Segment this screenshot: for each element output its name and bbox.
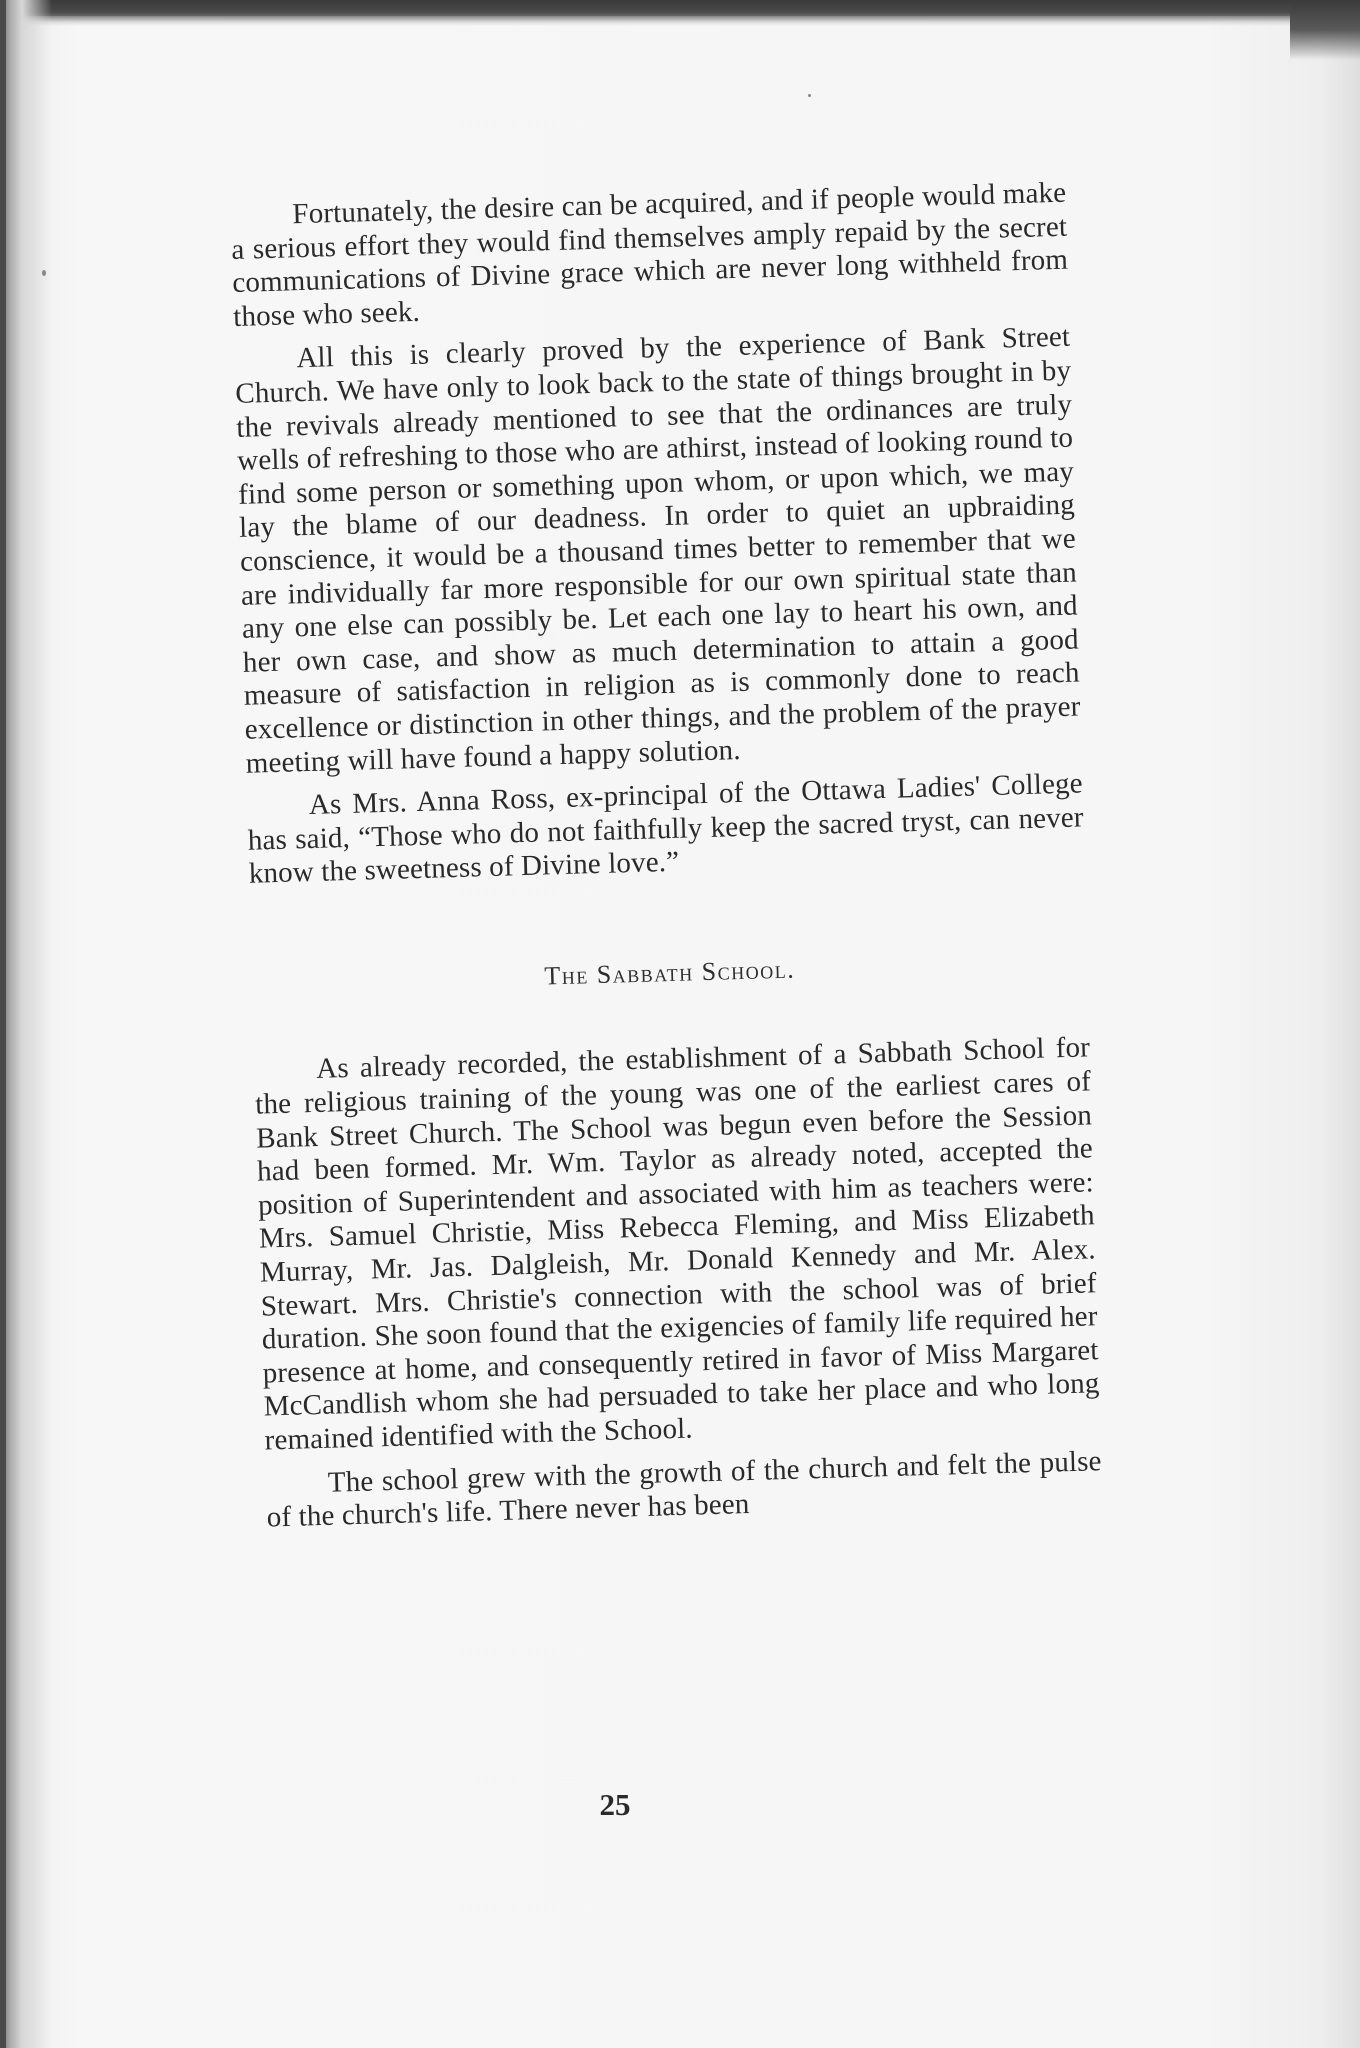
paragraph: As Mrs. Anna Ross, ex-principal of the Ottawa Ladies' College has said, “Those who do not faithfully keep the sacred tryst, can never know the sweetness of Divine love.” [247, 767, 1085, 891]
paragraph: All this is clearly proved by the experience of Bank Street Church. We have only to look back to the state of things brought in by the revivals already mentioned to see that the ordinances are truly wells of refreshing to those who are athirst, instead of looking round to find some person or something upon whom, or upon which, we may lay the blame of our deadness. In order to quiet an upbraiding conscience, it would be a thousand times better to remember that we are individually far more responsible for our own spiritual state than any one else can possibly be. Let each one lay to heart his own, and her own case, and show as much determination to attain a good measure of satisfaction in religion as is commonly done to reach excellence or distinction in other things, and the problem of the prayer meeting will have found a happy solution. [234, 320, 1081, 780]
dust-speck [808, 94, 811, 97]
page-top-shadow [0, 0, 1360, 26]
page-number: 25 [599, 1787, 631, 1822]
page-left-strip [0, 0, 6, 2048]
body-text [230, 177, 1103, 1546]
paragraph: The school grew with the growth of the church and felt the pulse of the church's life. There never has been [266, 1444, 1102, 1534]
paragraph: As already recorded, the establishment of a Sabbath School for the religious training of the young was one of the earliest cares of Bank Street Church. The School was begun even before the Session had been formed. Mr. Wm. Taylor as already noted, accepted the position of Superintendent and associated with him as teachers were: Mrs. Samuel Christie, Miss Rebecca Fleming, and Miss Elizabeth Murray, Mr. Jas. Dalgleish, Mr. Donald Kennedy and Mr. Alex. Stewart. Mrs. Christie's connection with the school was of brief duration. She soon found that the exigencies of family life required her presence at home, and consequently retired in favor of Miss Margaret McCandlish whom she had persuaded to take her place and who long remained identified with the School. [254, 1031, 1100, 1457]
dust-speck [42, 270, 46, 276]
page-corner-shadow [1290, 0, 1360, 60]
paragraph: Fortunately, the desire can be acquired, and if people would make a serious effort they would find themselves amply repaid by the secret communications of Divine grace which are never long withheld from those who seek. [230, 176, 1069, 333]
page-binding-shadow [0, 0, 52, 2048]
section-heading: The Sabbath School. [543, 954, 796, 991]
